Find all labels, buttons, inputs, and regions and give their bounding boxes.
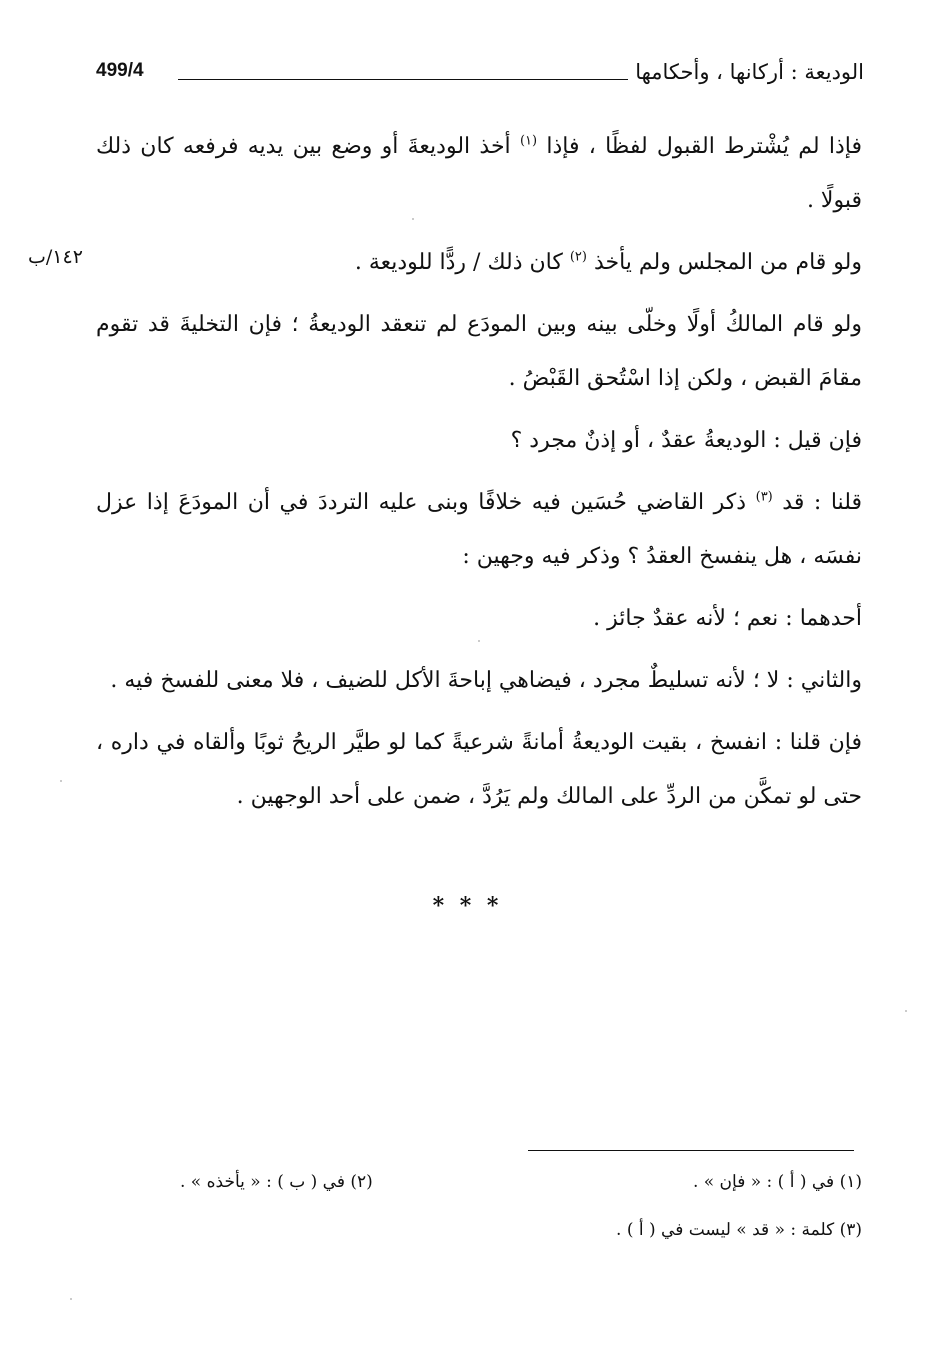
paragraph: أحدهما : نعم ؛ لأنه عقدٌ جائز . xyxy=(593,606,862,631)
scan-speck xyxy=(905,1010,907,1012)
paragraph: فإن قيل : الوديعةُ عقدٌ ، أو إذنٌ مجرد ؟ xyxy=(510,428,862,453)
scan-speck xyxy=(70,1298,72,1300)
footnote-3: (٣) كلمة : « قد » ليست في ( أ ) . xyxy=(616,1220,862,1240)
footnote-rule xyxy=(528,1150,854,1151)
section-separator: * * * xyxy=(432,893,503,919)
paragraph: فإذا لم يُشْترط القبول لفظًا ، فإذا $^{(١)}$ أخذ الوديعةَ أو وضع بين يديه فرفعه كان ذلك قبولًا . xyxy=(96,133,862,213)
chapter-title: الوديعة : أركانها ، وأحكامها xyxy=(635,60,864,84)
footnote-ref: (٢) xyxy=(569,249,587,265)
scan-speck xyxy=(478,640,480,642)
footnote-1: (١) في ( أ ) : « فإن » . xyxy=(692,1172,862,1192)
footnote-2: (٢) في ( ب ) : « يأخذه » . xyxy=(180,1172,373,1192)
page-reference: 499/4 xyxy=(96,60,144,81)
body-text xyxy=(96,120,862,832)
scan-speck xyxy=(60,780,62,782)
paragraph: ولو قام من المجلس ولم يأخذ $^{(٢)}$ كان ذلك / ردًّا للوديعة . xyxy=(354,249,862,275)
footnote-ref: (١) xyxy=(519,133,538,149)
manuscript-folio-note: ١٤٢/ب xyxy=(28,246,83,268)
footnote-ref: (٣) xyxy=(755,489,773,505)
scan-speck xyxy=(412,218,414,220)
running-header xyxy=(96,58,864,98)
paragraph: ولو قام المالكُ أولًا وخلّى بينه وبين المودَع لم تنعقد الوديعةُ ؛ فإن التخليةَ قد تقوم مقامَ القبض ، ولكن إذا اسْتُحق القَبْضُ . xyxy=(96,312,862,391)
footnotes xyxy=(150,1172,862,1268)
header-rule xyxy=(178,79,628,80)
paragraph: قلنا : قد $^{(٣)}$ ذكر القاضي حُسَين فيه خلافًا وبنى عليه الترددَ في أن المودَعَ إذا عزل نفسَه ، هل ينفسخ العقدُ ؟ وذكر فيه وجهين : xyxy=(96,489,862,569)
paragraph: فإن قلنا : انفسخ ، بقيت الوديعةُ أمانةً شرعيةً كما لو طيَّر الريحُ ثوبًا وألقاه في داره ، حتى لو تمكَّن من الردِّ على المالك ولم يَرُدَّ ، ضمن على أحد الوجهين . xyxy=(96,730,862,809)
paragraph: والثاني : لا ؛ لأنه تسليطٌ مجرد ، فيضاهي إباحةَ الأكل للضيف ، فلا معنى للفسخ فيه . xyxy=(110,668,862,693)
